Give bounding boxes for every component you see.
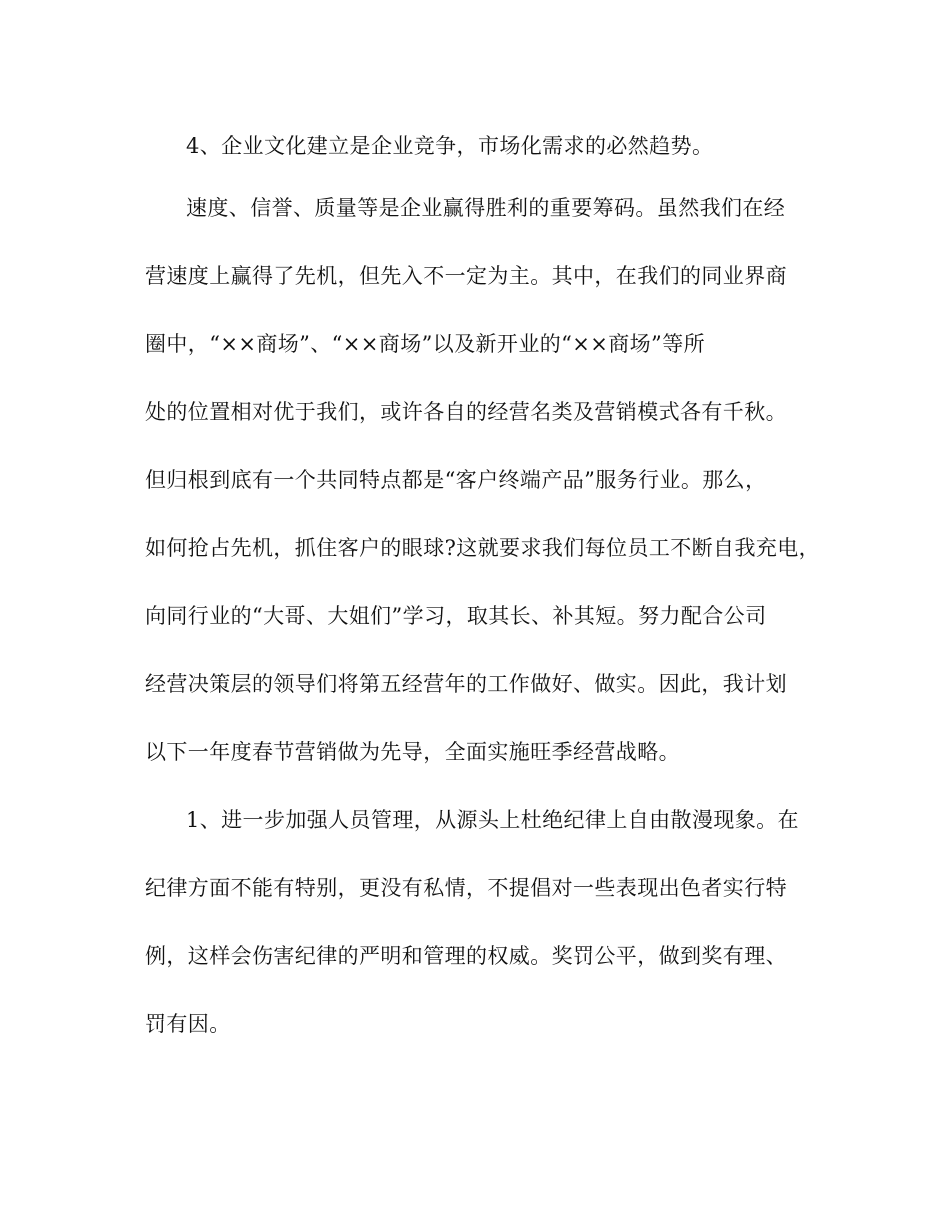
paragraph-line: 纪律方面不能有特别，更没有私情，不提倡对一些表现出色者实行特 — [145, 876, 787, 900]
paragraph-line: 以下一年度春节营销做为先导，全面实施旺季经营战略。 — [145, 740, 680, 764]
paragraph-line: 向同行业的“大哥、大姐们”学习，取其长、补其短。努力配合公司 — [145, 604, 767, 628]
paragraph-line: 如何抢占先机，抓住客户的眼球?这就要求我们每位员工不断自我充电， — [145, 536, 821, 560]
paragraph-line: 例，这样会伤害纪律的严明和管理的权威。奖罚公平，做到奖有理、 — [145, 944, 787, 968]
paragraph-line: 4、企业文化建立是企业竞争，市场化需求的必然趋势。 — [186, 134, 714, 158]
paragraph-line: 1、进一步加强人员管理，从源头上杜绝纪律上自由散漫现象。在 — [186, 808, 799, 832]
paragraph-line: 速度、信誉、质量等是企业赢得胜利的重要筹码。虽然我们在经 — [186, 196, 786, 220]
paragraph-line: 处的位置相对优于我们，或许各自的经营名类及营销模式各有千秋。 — [145, 400, 787, 424]
paragraph-line: 罚有因。 — [145, 1012, 231, 1036]
paragraph-line: 但归根到底有一个共同特点都是“客户终端产品”服务行业。那么， — [145, 468, 767, 492]
paragraph-line: 经营决策层的领导们将第五经营年的工作做好、做实。因此，我计划 — [145, 672, 787, 696]
paragraph-line: 营速度上赢得了先机，但先入不一定为主。其中，在我们的同业界商 — [145, 264, 787, 288]
paragraph-line: 圈中，“××商场”、“××商场”以及新开业的“××商场”等所 — [145, 332, 705, 356]
